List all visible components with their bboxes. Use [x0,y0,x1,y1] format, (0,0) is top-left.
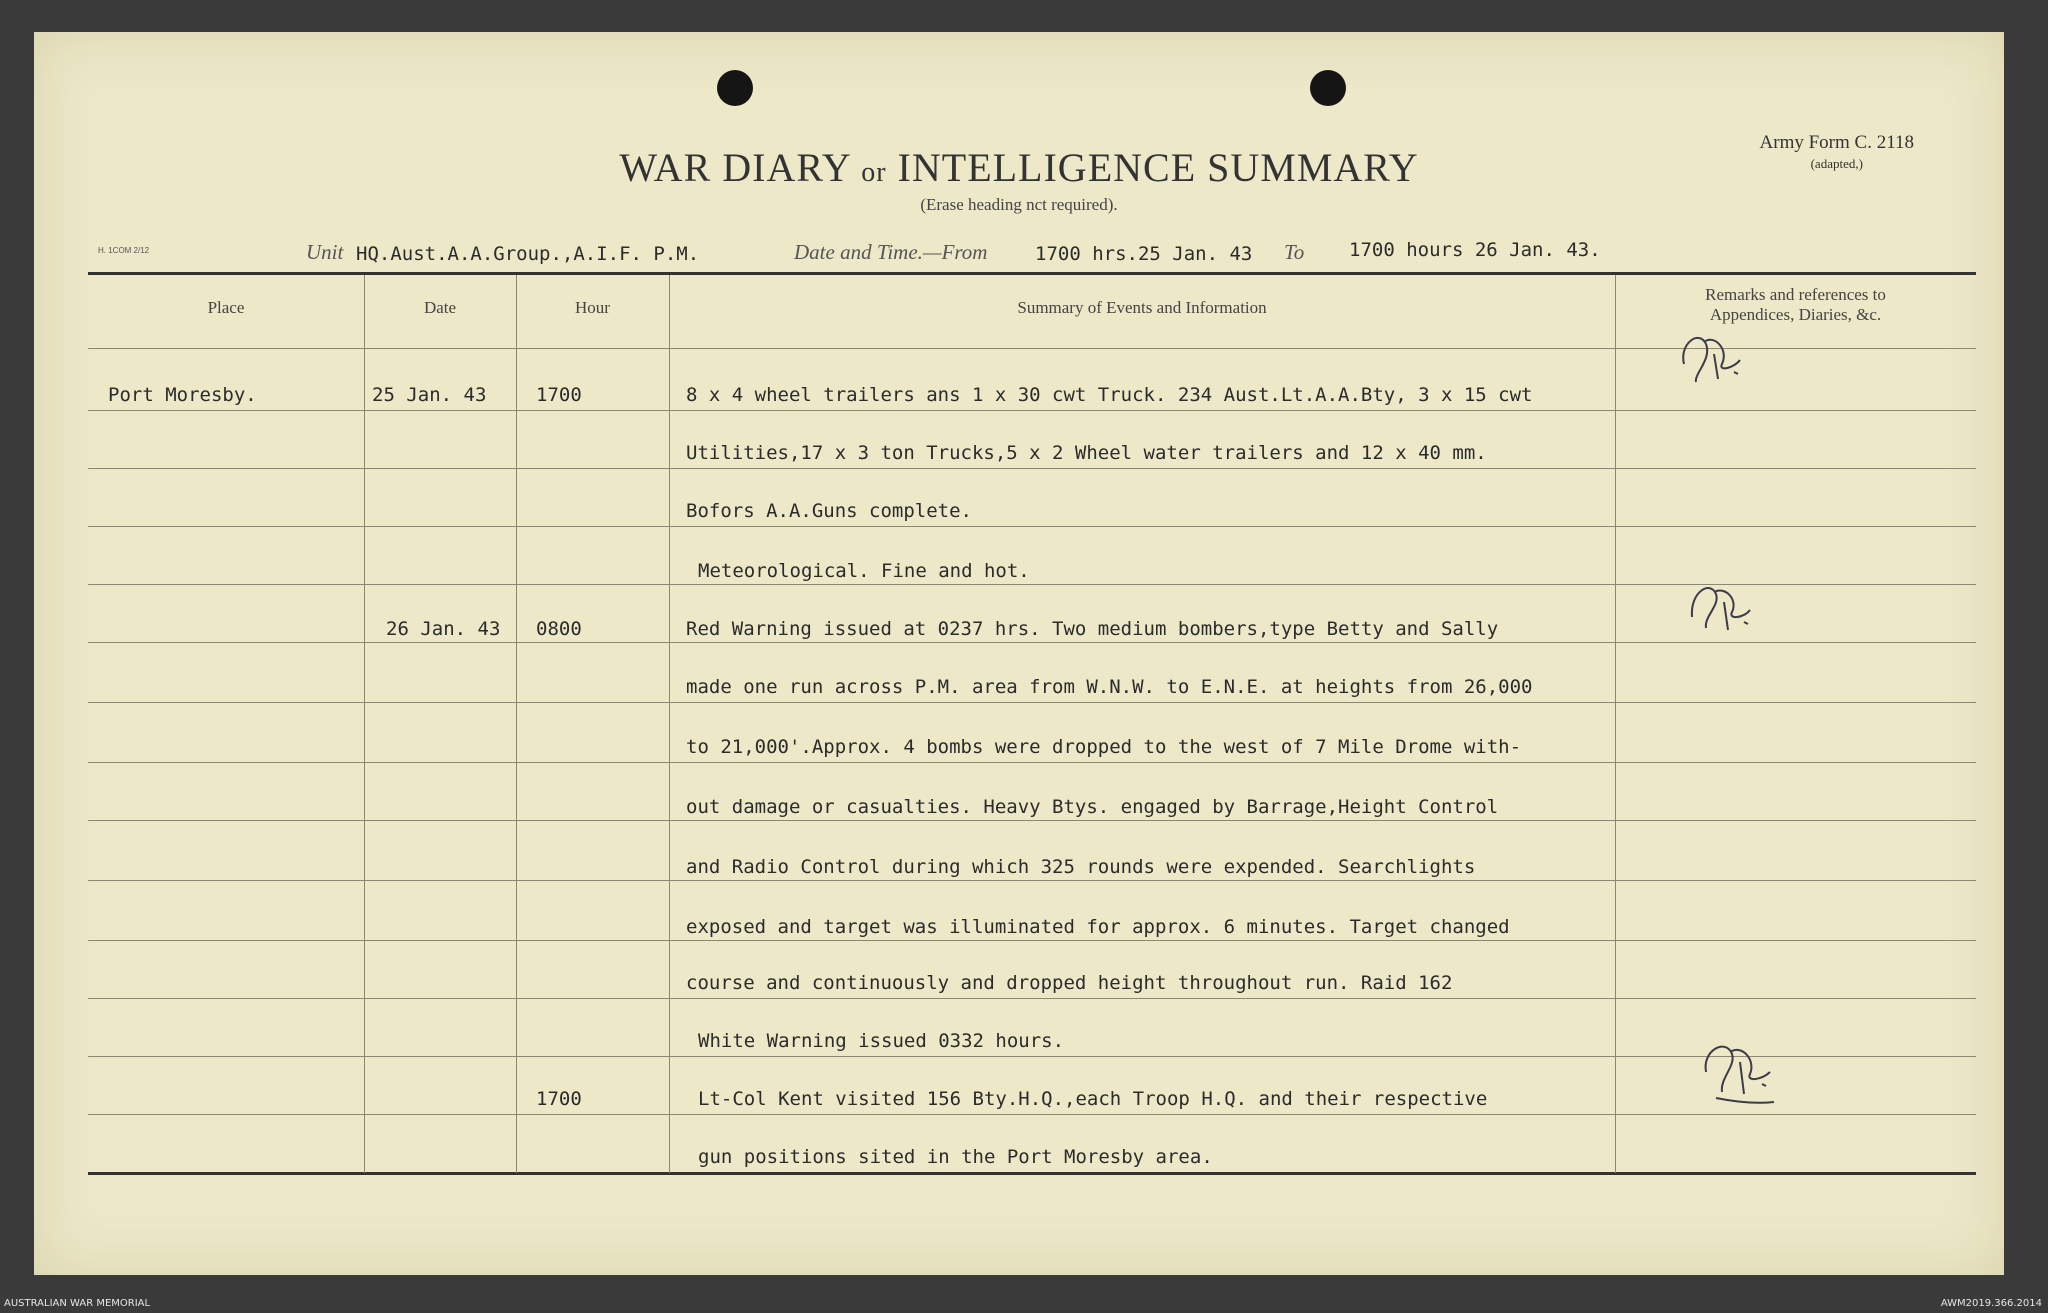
remarks-header-line: Appendices, Diaries, &c. [1709,305,1882,324]
archive-credit: AUSTRALIAN WAR MEMORIAL [4,1298,151,1309]
summary-line: to 21,000'.Approx. 4 bombs were dropped to the west of 7 Mile Drome with- [686,736,1522,758]
to-label: To [1284,240,1305,264]
to-value: 1700 hours 26 Jan. 43. [1349,239,1601,261]
punch-hole [717,70,753,106]
summary-line: Lt-Col Kent visited 156 Bty.H.Q.,each Troop H.Q. and their respective [698,1088,1488,1110]
summary-line: White Warning issued 0332 hours. [698,1030,1065,1052]
summary-line: Meteorological. Fine and hot. [698,560,1030,582]
entry-hour: 1700 [536,1088,582,1110]
entry-date: 25 Jan. 43 [372,384,487,406]
column-divider [1615,275,1616,1173]
table-bottom-rule [88,1172,1976,1175]
column-header-hour: Hour [575,298,610,317]
summary-line: and Radio Control during which 325 rounds were expended. Searchlights [686,856,1476,878]
row-rule [88,410,1976,411]
punch-hole [1310,70,1346,106]
row-rule [88,526,1976,527]
page-title [34,144,2004,191]
title-rest: INTELLIGENCE SUMMARY [897,145,1419,190]
entry-hour: 1700 [536,384,582,406]
entry-place: Port Moresby. [108,384,257,406]
entry-date: 26 Jan. 43 [386,618,501,640]
summary-line: exposed and target was illuminated for approx. 6 minutes. Target changed [686,916,1510,938]
row-rule [88,468,1976,469]
form-code: H. 1COM 2/12 [98,246,150,255]
from-value: 1700 hrs.25 Jan. 43 [1035,243,1253,265]
diary-page [34,32,2004,1275]
entry-hour: 0800 [536,618,582,640]
army-form-number: Army Form C. 2118 [1759,132,1914,153]
row-rule [88,940,1976,941]
row-rule [88,820,1976,821]
column-header-summary: Summary of Events and Information [1017,298,1267,317]
column-header-remarks [1615,285,1976,325]
title-main: WAR DIARY [619,145,851,190]
column-header-place: Place [207,298,245,317]
date-time-label: Date and Time.—From [794,240,988,264]
column-divider [364,275,365,1173]
handwritten-initials [1696,1032,1786,1112]
row-rule [88,762,1976,763]
row-rule [88,642,1976,643]
army-form-label [1760,132,1914,172]
row-rule [88,1056,1976,1057]
summary-line: Red Warning issued at 0237 hrs. Two medium bombers,type Betty and Sally [686,618,1499,640]
army-form-note: (adapted,) [1810,156,1863,171]
remarks-header-line: Remarks and references to [1705,285,1886,304]
archive-reference: AWM2019.366.2014 [1940,1298,2042,1309]
handwritten-initials [1682,572,1762,642]
summary-line: course and continuously and dropped height throughout run. Raid 162 [686,972,1453,994]
unit-value: HQ.Aust.A.A.Group.,A.I.F. P.M. [356,243,700,265]
summary-line: Utilities,17 x 3 ton Trucks,5 x 2 Wheel water trailers and 12 x 40 mm. [686,442,1487,464]
handwritten-initials [1674,324,1754,394]
title-or: or [861,157,887,188]
page-subtitle: (Erase heading nct required). [920,195,1118,214]
unit-label: Unit [306,240,344,264]
row-rule [88,880,1976,881]
row-rule [88,1114,1976,1115]
column-divider [669,275,670,1173]
row-rule [88,998,1976,999]
summary-line: 8 x 4 wheel trailers ans 1 x 30 cwt Truck. 234 Aust.Lt.A.A.Bty, 3 x 15 cwt [686,384,1533,406]
summary-line: out damage or casualties. Heavy Btys. engaged by Barrage,Height Control [686,796,1499,818]
summary-line: Bofors A.A.Guns complete. [686,500,972,522]
column-header-date: Date [423,298,457,317]
row-rule [88,702,1976,703]
table-top-rule [88,272,1976,275]
summary-line: made one run across P.M. area from W.N.W. to E.N.E. at heights from 26,000 [686,676,1533,698]
column-divider [516,275,517,1173]
summary-line: gun positions sited in the Port Moresby area. [698,1146,1213,1168]
